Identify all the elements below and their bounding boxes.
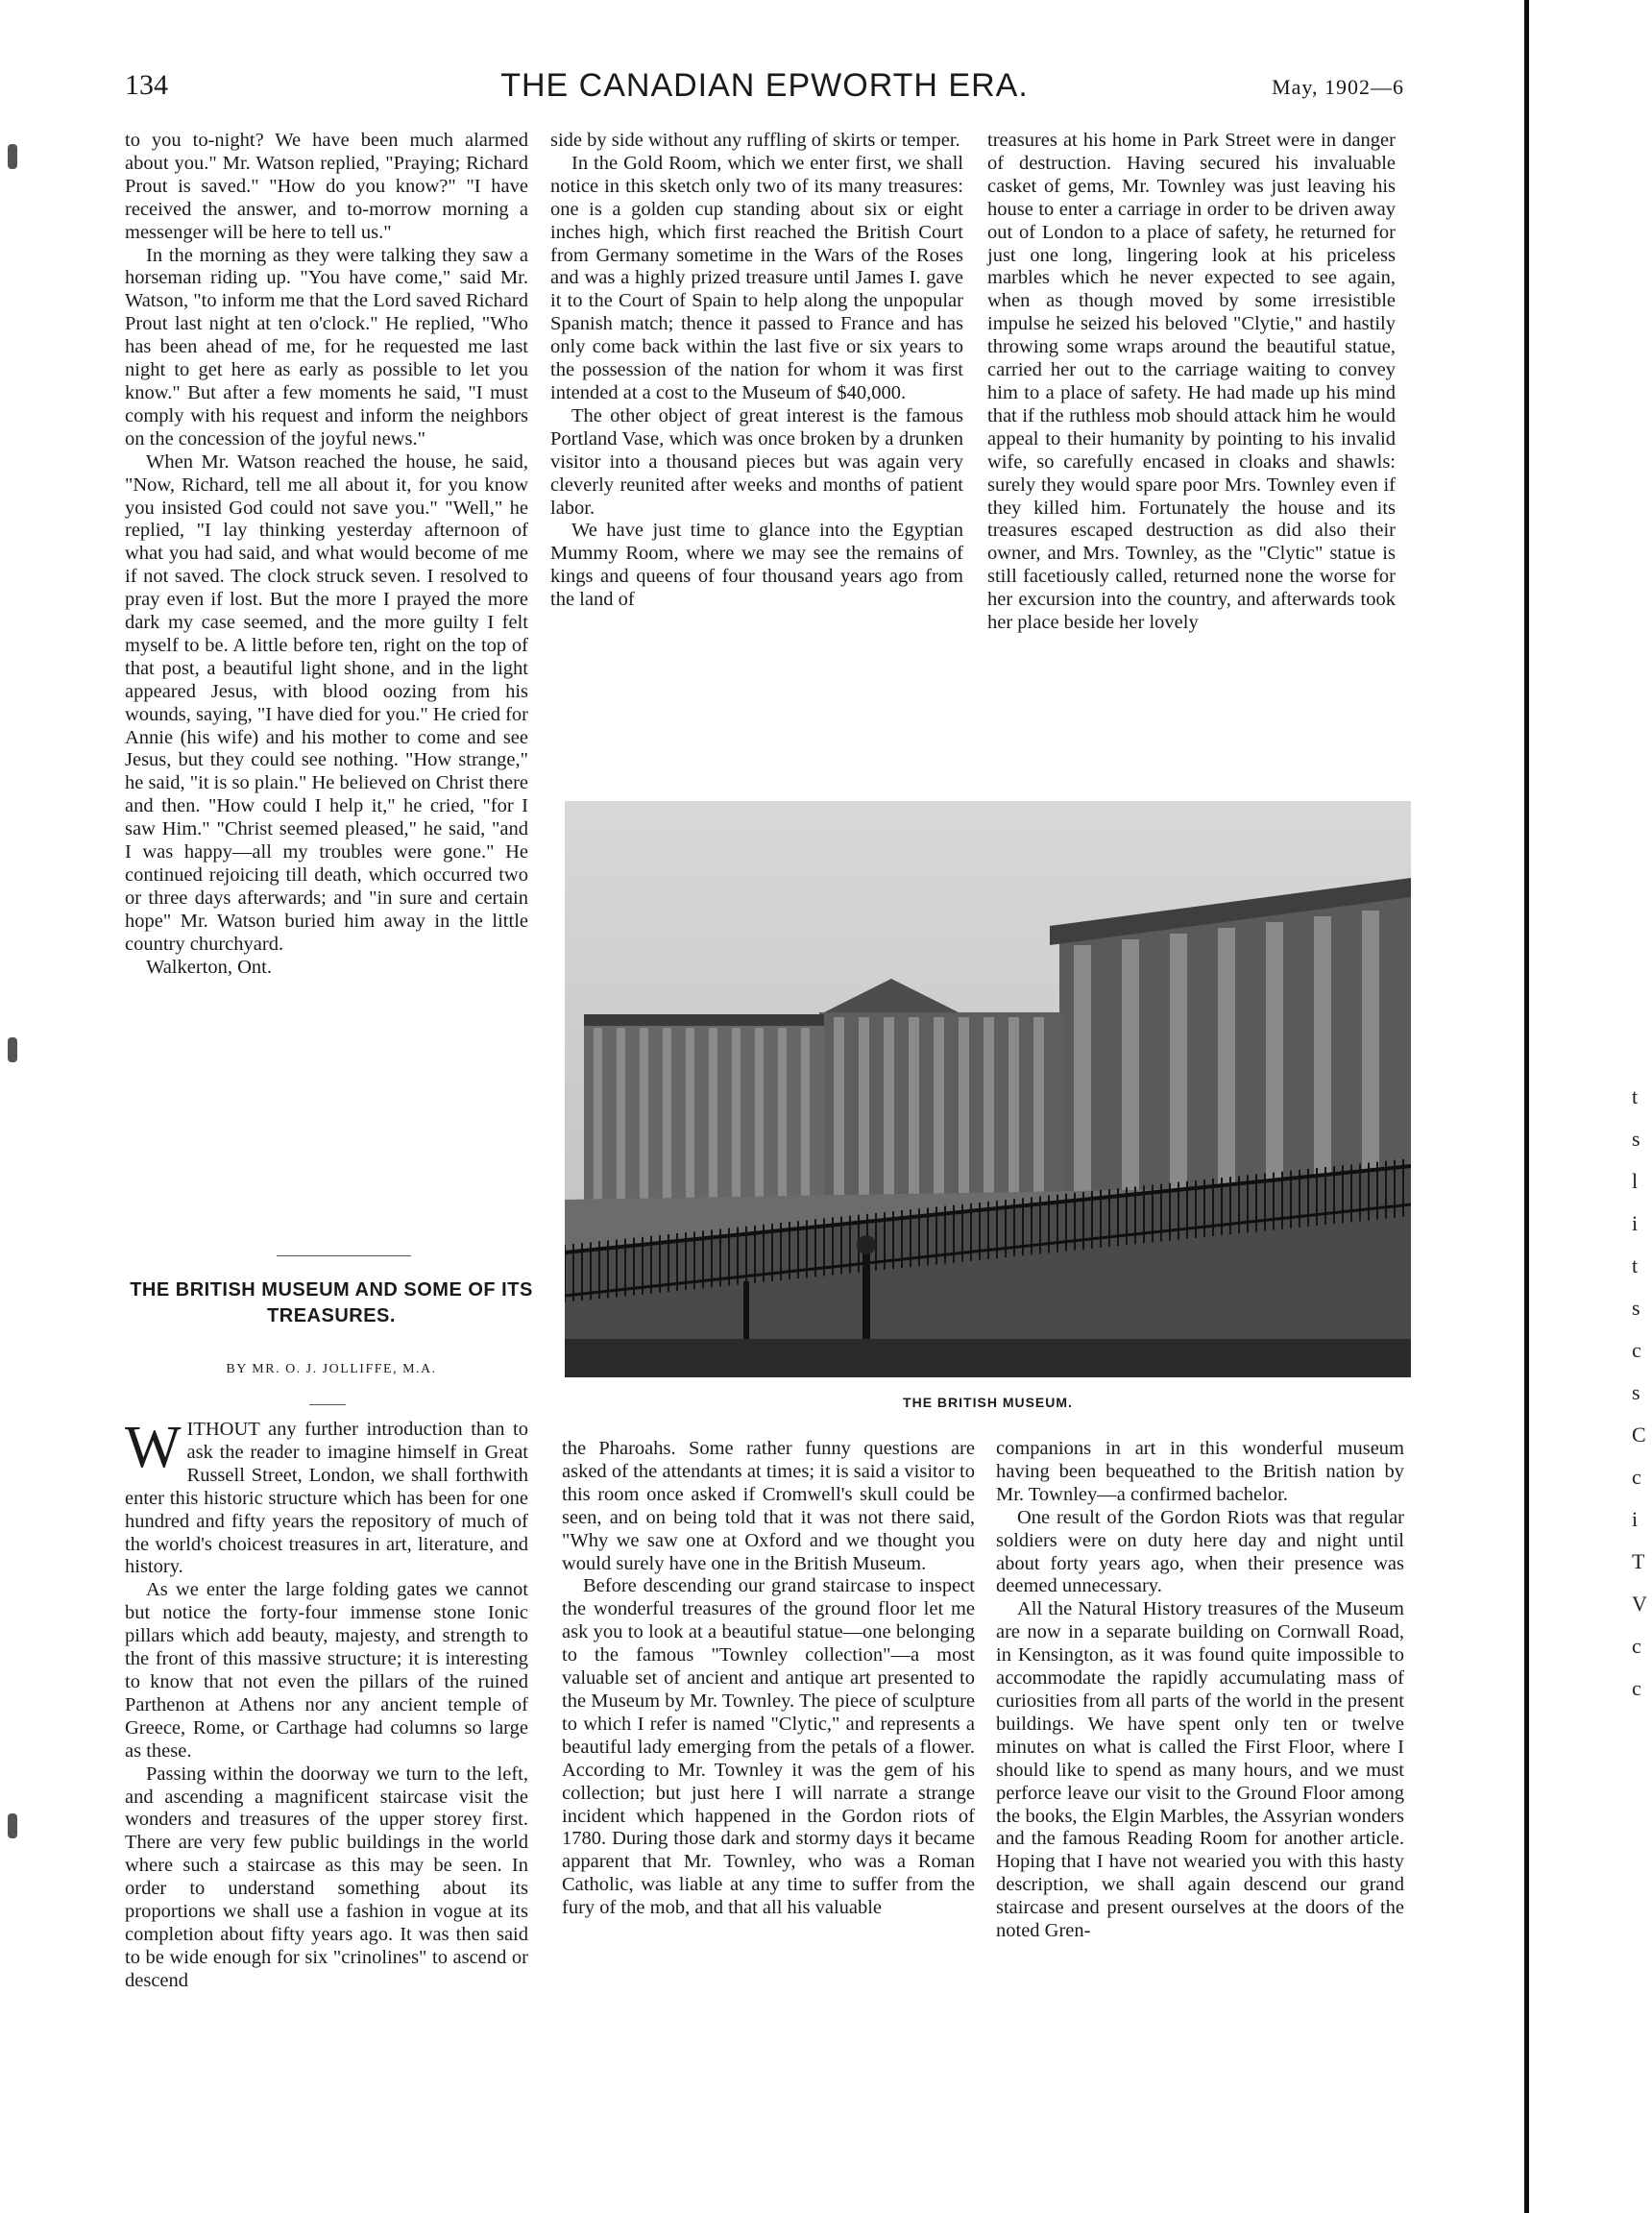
paragraph: In the morning as they were talking they saw a horseman riding up. "You have come," said Mr. Watson, "to inform me that the Lord saved Richard Prout last night at ten o'clock." He replied, "Who has been ahead of me, for he requested me last night to get here as early as possible to let you know." But after a few moments he said, "I must comply with his request and inform the neighbors on the concession of the joyful news." [125, 244, 528, 450]
photo-column [709, 1028, 717, 1200]
page-header [125, 67, 1404, 115]
photo-column [1314, 916, 1331, 1209]
gutter-fragment: i [1632, 1507, 1639, 1531]
photo-column [1033, 1017, 1044, 1204]
photo-column [686, 1028, 694, 1200]
photo-column [778, 1028, 787, 1200]
british-museum-photo [565, 801, 1411, 1377]
photo-column [801, 1028, 810, 1200]
article-title: THE BRITISH MUSEUM AND SOME OF ITS TREASURES. [130, 1279, 533, 1326]
column-2-bottom [562, 1438, 975, 1920]
opening-paragraph: WITHOUT any further introduction than to ask the reader to imagine himself in Great Russell Street, London, we shall forthwith enter this historic structure which has been for one hundred and fifty years the repository of much of the world's choicest treasures in art, literature, and history. [125, 1415, 528, 1578]
signoff: Walkerton, Ont. [146, 956, 272, 978]
paragraph: Before descending our grand staircase to inspect the wonderful treasures of the ground floor let me ask you to look at a beautiful statue—one belonging to the famous "Townley collection"—a most valuable set of ancient and antique art presented to the Museum by Mr. Townley. The piece of sculpture to which I refer is named "Clytic," and represents a beautiful lady emerging from the petals of a flower. According to Mr. Townley it was the gem of his collection; but just here I will narrate a strange incident which happened in the Gordon riots of 1780. During those dark and stormy days it became apparent that Mr. Townley, who was a Roman Catholic, was liable at any time to suffer from the fury of the mob, and that all his valuable [562, 1575, 975, 1919]
issue-date: May, 1902—6 [1272, 75, 1404, 99]
gutter-fragment: t [1632, 1084, 1639, 1108]
column-1-bottom [125, 1415, 528, 1993]
section-divider [277, 1255, 411, 1256]
photo-column [934, 1017, 944, 1204]
photo-column [1266, 922, 1283, 1209]
photo-column [1122, 939, 1139, 1209]
column-3-bottom [996, 1438, 1404, 1943]
page-edge-line [1524, 0, 1529, 2213]
photo-column [1074, 945, 1091, 1209]
article-byline: BY MR. O. J. JOLLIFFE, M.A. [226, 1362, 437, 1376]
column-1-top [125, 130, 528, 980]
gutter-fragment: l [1632, 1169, 1639, 1193]
drop-cap: W [125, 1415, 182, 1480]
photo-column [859, 1017, 869, 1204]
paragraph: All the Natural History treasures of the Museum are now in a separate building on Cornwall Road, in Kensington, as it was found quite impossible to accommodate the rapidly accumulating mass of curiosities from all parts of the world in the present buildings. We have spent only ten or twelve minutes on what is called the First Floor, where I should like to spend as many hours, and we must perforce leave our visit to the Ground Floor among the books, the Elgin Marbles, the Assyrian wonders and the famous Reading Room for another article. Hoping that I have not wearied you with this hasty description, we shall again descend our grand staircase and present ourselves at the doors of the noted Gren- [996, 1598, 1404, 1942]
paragraph: Passing within the doorway we turn to the left, and ascending a magnificent staircase visit the wonders and treasures of the upper storey first. There are very few public buildings in the world where such a staircase as this may be seen. In order to understand something about its proportions we shall use a fashion in vogue at its completion about fifty years ago. It was then said to be wide enough for six "crinolines" to ascend or descend [125, 1763, 528, 1991]
gutter-fragment: c [1632, 1465, 1641, 1489]
photo-column [617, 1028, 625, 1200]
photo-column [594, 1028, 602, 1200]
paragraph: to you to-night? We have been much alarmed about you." Mr. Watson replied, "Praying; Richard Prout is saved." "How do you know?" "I have received the answer, and to-morrow morning a messenger will be here to tell us." [125, 130, 528, 243]
photo-column [1008, 1017, 1019, 1204]
gutter-fragment: V [1632, 1592, 1647, 1616]
paragraph: We have just time to glance into the Egyptian Mummy Room, where we may see the remains of kings and queens of four thousand years ago from the land of [550, 520, 963, 611]
photo-column [755, 1028, 764, 1200]
photo-column [984, 1017, 994, 1204]
photo-column [909, 1017, 919, 1204]
gutter-fragment: s [1632, 1380, 1640, 1404]
photo-caption: THE BRITISH MUSEUM. [903, 1395, 1073, 1410]
gutter-fragment: s [1632, 1296, 1640, 1320]
binding-mark [8, 1037, 17, 1062]
photo-column [1170, 934, 1187, 1209]
column-3-top [987, 130, 1396, 635]
photo-column [732, 1028, 741, 1200]
page-number: 134 [125, 69, 168, 101]
photo-illustration [565, 801, 1411, 1377]
paragraph: As we enter the large folding gates we cannot but notice the forty-four immense stone Ionic pillars which add beauty, majesty, and strength to the front of this massive structure; it is interesting to know that not even the pillars of the ruined Parthenon at Athens nor any ancient temple of Greece, Rome, or Carthage had columns so large as these. [125, 1579, 528, 1762]
photo-column [834, 1017, 844, 1204]
gutter-fragment: c [1632, 1338, 1641, 1362]
photo-column [959, 1017, 969, 1204]
paragraph: When Mr. Watson reached the house, he said, "Now, Richard, tell me all about it, for you know you insisted God could not save you." "Well," he replied, "I lay thinking yesterday afternoon of what you had said, and what would become of me if not saved. The clock struck seven. I resolved to pray even if lost. But the more I prayed the more dark my case seemed, and the more guilty I felt myself to be. A little before ten, right on the top of that post, a beautiful light shone, and in the light appeared Jesus, with blood oozing from his wounds, saying, "I have died for you." He cried for Annie (his wife) and his mother to come and see Jesus, but they could see nothing. "How strange," he said, "it is so plain." He believed on Christ there and then. "How could I help it," he cried, "for I saw Him." "Christ seemed pleased," he said, "and I was happy—all my troubles were gone." He continued rejoicing till death, which occurred two or three days afterwards; and "in sure and certain hope" Mr. Watson buried him away in the little country churchyard. [125, 450, 528, 955]
photo-column [640, 1028, 648, 1200]
paragraph: The other object of great interest is the famous Portland Vase, which was once broken by a drunken visitor into a thousand pieces but was again very cleverly reunited after weeks and months of patient labor. [550, 404, 963, 519]
running-title: THE CANADIAN EPWORTH ERA. [500, 67, 1029, 104]
binding-mark [8, 144, 17, 169]
adjacent-page-fragments [1632, 1076, 1649, 1710]
gutter-fragment: t [1632, 1253, 1639, 1277]
paragraph: One result of the Gordon Riots was that regular soldiers were on duty here day and night until about forty years ago, when their presence was deemed unnecessary. [996, 1506, 1404, 1597]
photo-column [884, 1017, 894, 1204]
gutter-fragment: s [1632, 1127, 1640, 1151]
gutter-fragment: c [1632, 1676, 1641, 1700]
paragraph: side by side without any ruffling of skirts or temper. [550, 130, 960, 151]
column-2-top [550, 130, 963, 612]
gutter-fragment: C [1632, 1423, 1646, 1447]
gutter-fragment: i [1632, 1211, 1639, 1235]
binding-mark [8, 1813, 17, 1838]
paragraph: treasures at his home in Park Street were in danger of destruction. Having secured his invaluable casket of gems, Mr. Townley was just leaving his house to enter a carriage in order to be driven away out of London to a place of safety, he returned for just one long, lingering look at his priceless marbles which he never expected to see again, when as though moved by some irresistible impulse he seized his beloved "Clytie," and hastily throwing some wraps around the beautiful statue, carried her out to the carriage waiting to convey him to a place of safety. He had made up his mind that if the ruthless mob should attack him he would appeal to their humanity by pointing to his invalid wife, so carefully encased in cloaks and shawls: surely they would spare poor Mrs. Townley even if they killed him. Fortunately the house and its treasures escaped destruction as did also their owner, and Mrs. Townley, as the "Clytic" statue is still facetiously called, returned none the worse for her excursion into the country, and afterwards took her place beside her lovely [987, 130, 1396, 634]
paragraph: companions in art in this wonderful museum having been bequeathed to the British nation by Mr. Townley—a confirmed bachelor. [996, 1438, 1404, 1505]
gutter-fragment: T [1632, 1549, 1645, 1573]
byline-divider [309, 1404, 346, 1405]
photo-column [1218, 928, 1235, 1209]
paragraph: In the Gold Room, which we enter first, we shall notice in this sketch only two of its many treasures: one is a golden cup standing about six or eight inches high, which first reached the British Court from Germany sometime in the Wars of the Roses and was a highly prized treasure until James I. gave it to the Court of Spain to help along the unpopular Spanish match; thence it passed to France and has only come back within the last five or six years to the possession of the nation for whom it was first intended at a cost to the Museum of $40,000. [550, 152, 963, 403]
gutter-fragment: c [1632, 1634, 1641, 1658]
photo-column [663, 1028, 671, 1200]
paragraph: the Pharoahs. Some rather funny questions are asked of the attendants at times; it is said a visitor to this room once asked if Cromwell's skull could be seen, and on being told that it was not there said, "Why we saw one at Oxford and we thought you would surely have one in the British Museum. [562, 1438, 975, 1574]
